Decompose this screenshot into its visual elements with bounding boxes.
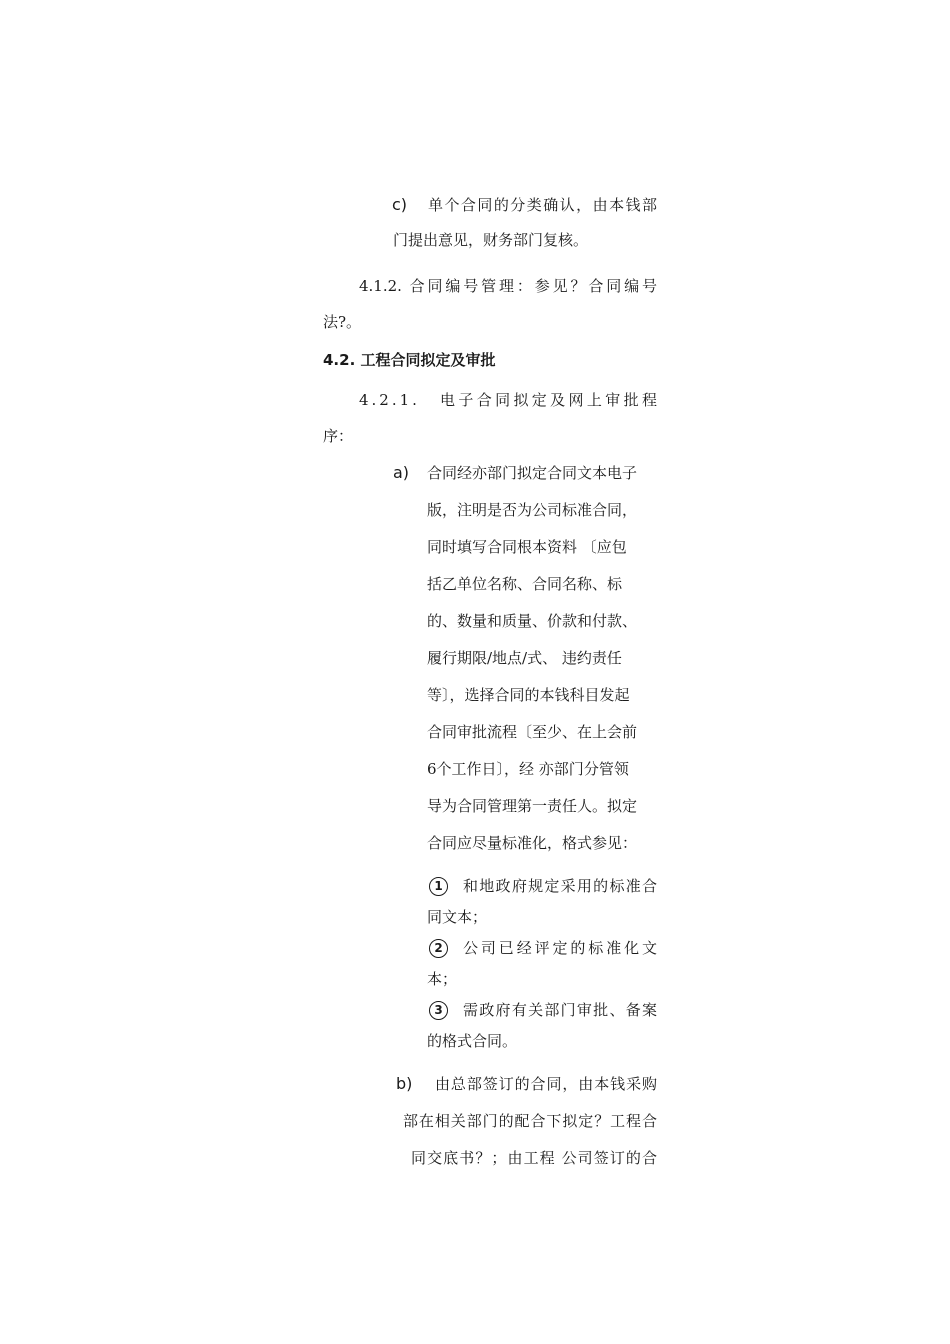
list-marker-b: b) bbox=[396, 1074, 413, 1093]
item-a-line-7: 等〕，选择合同的本钱科目发起 bbox=[427, 686, 630, 704]
list-marker-c: c) bbox=[392, 195, 408, 214]
item-a-line-9: 6个工作日〕，经 亦部门分管领 bbox=[427, 760, 629, 778]
item-a-line-1: 合同经亦部门拟定合同文本电子 bbox=[427, 464, 638, 482]
item-b-line-3: 同交底书？；由工程 公司签订的合 bbox=[411, 1149, 657, 1167]
item-a-line-3: 同时填写合同根本资料 〔应包 bbox=[427, 538, 627, 556]
section-4-1-2-line-1: 4.1.2. 合同编号管理：参见？合同编号 bbox=[359, 277, 657, 295]
sub-item-2-line-2: 本； bbox=[427, 970, 458, 988]
sub-item-1-line-2: 同文本； bbox=[427, 908, 488, 926]
section-4-2-1-title: 电子合同拟定及网上审批程 bbox=[440, 391, 657, 409]
sub-item-3-line-2: 的格式合同。 bbox=[427, 1032, 518, 1050]
item-a-line-2: 版，注明是否为公司标准合同， bbox=[427, 501, 638, 519]
item-a-line-4: 括乙单位名称、合同名称、标 bbox=[427, 575, 623, 593]
item-c-line-2: 门提出意见，财务部门复核。 bbox=[393, 231, 589, 249]
circled-number-3-icon: 3 bbox=[429, 1001, 448, 1020]
item-a-line-11: 合同应尽量标准化，格式参见： bbox=[427, 834, 638, 852]
item-a-line-6: 履行期限/地点/式、 违约责任 bbox=[427, 649, 622, 667]
item-a-line-8: 合同审批流程〔至少、在上会前 bbox=[427, 723, 638, 741]
sub-item-1-line-1: 和地政府规定采用的标准合 bbox=[463, 877, 657, 895]
sub-item-3-line-1: 需政府有关部门审批、备案 bbox=[463, 1001, 657, 1019]
circled-number-2-icon: 2 bbox=[429, 939, 448, 958]
section-4-1-2-line-2: 法?。 bbox=[323, 313, 362, 331]
list-marker-a: a) bbox=[393, 463, 410, 482]
item-b-line-2: 部在相关部门的配合下拟定？工程合 bbox=[403, 1112, 657, 1130]
section-4-2-1-number: 4.2.1. bbox=[359, 391, 420, 409]
section-4-2-1-line-2: 序： bbox=[323, 427, 354, 445]
item-c-line-1: 单个合同的分类确认，由本钱部 bbox=[428, 196, 657, 214]
item-a-line-10: 导为合同管理第一责任人。拟定 bbox=[427, 797, 638, 815]
circled-number-1-icon: 1 bbox=[429, 877, 448, 896]
item-a-line-5: 的、数量和质量、价款和付款、 bbox=[427, 612, 638, 630]
sub-item-2-line-1: 公司已经评定的标准化文 bbox=[463, 939, 657, 957]
item-b-line-1: 由总部签订的合同，由本钱采购 bbox=[435, 1075, 657, 1093]
section-4-2-heading: 4.2. 工程合同拟定及审批 bbox=[323, 351, 496, 369]
